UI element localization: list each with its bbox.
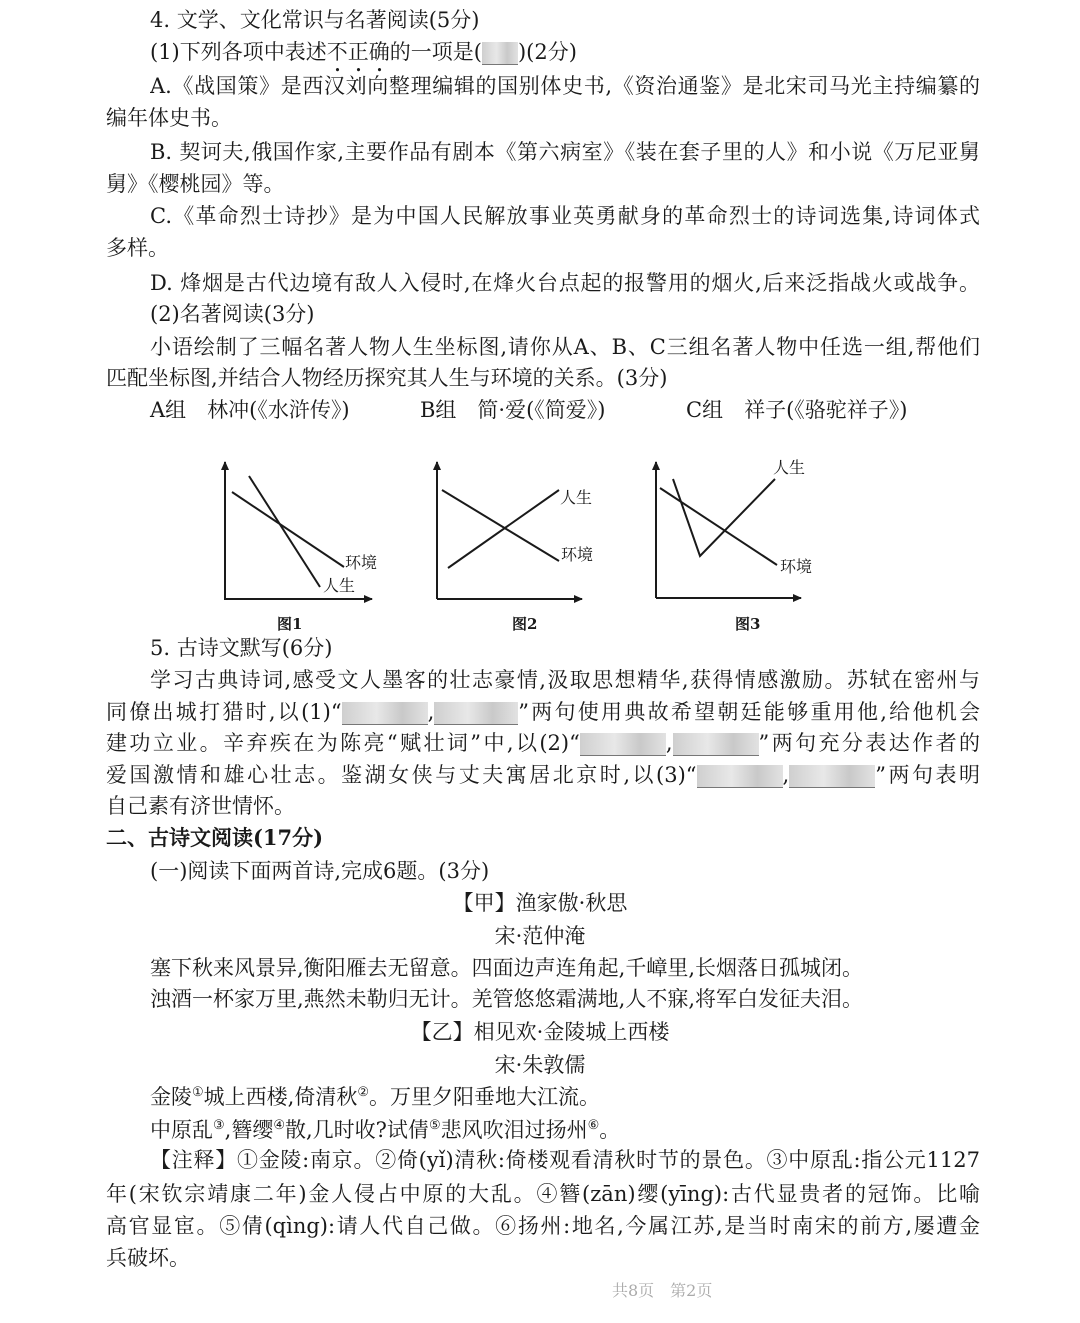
- q4-prompt-line1: 小语绘制了三幅名著人物人生坐标图,请你从A、B、C三组名著人物中任选一组,帮他们: [150, 335, 980, 359]
- q5-line1: 学习古典诗词,感受文人墨客的壮志豪情,汲取思想精华,获得情感激励。苏轼在密州与: [150, 668, 980, 692]
- notes-line2: 年(宋钦宗靖康二年)金人侵占中原的大乱。④簪(zān)缨(yīng):古代显贵者的冠饰。比喻: [106, 1182, 980, 1206]
- q5-comma: ,: [427, 700, 435, 724]
- q5-line4: [106, 761, 980, 789]
- notes-line1: 【注释】①金陵:南京。②倚(yǐ)清秋:倚楼观看清秋时节的景色。③中原乱:指公元1127: [150, 1148, 980, 1172]
- poem2-title: 【乙】相见欢·金陵城上西楼: [410, 1020, 670, 1044]
- group-b: B组 简·爱(《简爱》): [420, 398, 606, 422]
- life-environment-figures: [0, 0, 1080, 660]
- fig2-caption: 图2: [512, 615, 538, 633]
- q5-title: 5. 古诗文默写(6分): [150, 636, 333, 660]
- option-a-line1: A.《战国策》是西汉刘向整理编辑的国别体史书,《资治通鉴》是北宋司马光主持编纂的: [150, 74, 980, 98]
- poem2-author: 宋·朱敦儒: [494, 1053, 586, 1077]
- poem-text: 悲风吹泪过扬州: [440, 1118, 588, 1142]
- note-marker: ④: [273, 1118, 285, 1133]
- group-c: C组 祥子(《骆驼祥子》): [686, 398, 908, 422]
- fig1-env-line: [232, 492, 344, 567]
- fill-blank-1b: [434, 702, 518, 725]
- poem-text: 中原乱: [150, 1118, 213, 1142]
- q5-comma: ,: [665, 731, 673, 755]
- option-d-line1: D. 烽烟是古代边境有敌人入侵时,在烽火台点起的报警用的烟火,后来泛指战火或战争。: [150, 271, 980, 295]
- q5-text: ”两句表明: [875, 763, 980, 787]
- q4-prompt-line2: 匹配坐标图,并结合人物经历探究其人生与环境的关系。(3分): [106, 366, 668, 390]
- q5-text: ”两句使用典故希望朝廷能够重用他,给他机会: [518, 700, 980, 724]
- poem-text: 城上西楼,倚清秋: [203, 1085, 358, 1109]
- q4-sub1-text2: 的一项是(: [389, 40, 482, 64]
- fig1-life-label: 人生: [323, 576, 356, 595]
- fig3-env-line: [660, 488, 777, 565]
- fig1-caption: 图1: [277, 615, 303, 633]
- poem-text: ,簪缨: [224, 1118, 274, 1142]
- q4-sub1-text: (1)下列各项中表述: [150, 40, 327, 64]
- q5-text: 爱国激情和雄心壮志。鉴湖女侠与丈夫寓居北京时,以(3)“: [106, 763, 697, 787]
- poem1-line2: 浊酒一杯家万里,燕然未勒归无计。羌管悠悠霜满地,人不寐,将军白发征夫泪。: [150, 987, 864, 1011]
- option-b-line2: 舅》《樱桃园》等。: [106, 172, 285, 196]
- poem-text: 。万里夕阳垂地大江流。: [369, 1085, 600, 1109]
- fig3-life-line: [673, 479, 775, 556]
- option-a-line2: 编年体史书。: [106, 106, 232, 130]
- note-marker: ⑥: [587, 1118, 600, 1133]
- q4-sub1-score: )(2分): [517, 40, 577, 64]
- option-b-line1: B. 契诃夫,俄国作家,主要作品有剧本《第六病室》《装在套子里的人》和小说《万尼亚舅: [150, 140, 980, 164]
- note-marker: ③: [213, 1118, 225, 1133]
- fill-blank-1a: [342, 702, 428, 725]
- fig2-life-line: [448, 490, 559, 568]
- poem2-line2: [150, 1116, 620, 1144]
- q4-sub2-title: (2)名著阅读(3分): [150, 302, 315, 326]
- poem-text: 。: [599, 1118, 621, 1142]
- q4-title: 4. 文学、文化常识与名著阅读(5分): [150, 8, 480, 32]
- group-a: A组 林冲(《水浒传》): [150, 398, 350, 422]
- note-marker: ②: [357, 1085, 369, 1100]
- note-marker: ①: [192, 1085, 204, 1100]
- fig3-env-label: 环境: [780, 557, 813, 576]
- q5-comma: ,: [782, 763, 790, 787]
- poem2-line1: [150, 1083, 600, 1111]
- fig2-life-label: 人生: [560, 488, 593, 507]
- fig3-caption: 图3: [735, 615, 761, 633]
- q5-line3: [106, 729, 980, 757]
- q5-line5: 自己素有济世情怀。: [106, 794, 295, 818]
- poem1-line1: 塞下秋来风景异,衡阳雁去无留意。四面边声连角起,千嶂里,长烟落日孤城闭。: [150, 956, 864, 980]
- part2-intro: (一)阅读下面两首诗,完成6题。(3分): [150, 859, 490, 883]
- notes-line4: 兵破坏。: [106, 1246, 190, 1270]
- note-marker: ⑤: [428, 1118, 441, 1133]
- fill-blank-3a: [697, 765, 783, 788]
- poem-text: 金陵: [150, 1085, 192, 1109]
- notes-line3: 高官显宦。⑤倩(qìng):请人代自己做。⑥扬州:地名,今属江苏,是当时南宋的前方,屡遭金: [106, 1214, 980, 1238]
- poem1-author: 宋·范仲淹: [494, 924, 586, 948]
- q5-text: ”两句充分表达作者的: [758, 731, 980, 755]
- fill-blank-2a: [580, 733, 666, 756]
- fig1-env-label: 环境: [345, 553, 378, 572]
- q5-text: 建功立业。辛弃疾在为陈亮“赋壮词”中,以(2)“: [106, 731, 580, 755]
- poem-text: 散,几时收?试倩: [285, 1118, 429, 1142]
- q4-sub1-emph: 不正确: [326, 40, 390, 64]
- fig2-env-label: 环境: [561, 545, 594, 564]
- fill-blank-2b: [673, 733, 759, 756]
- fig2-env-line: [442, 490, 559, 561]
- poem1-title: 【甲】渔家傲·秋思: [452, 891, 628, 915]
- option-c-line1: C.《革命烈士诗抄》是为中国人民解放事业英勇献身的革命烈士的诗词选集,诗词体式: [150, 204, 980, 228]
- page-footer: 共8页 第2页: [612, 1281, 713, 1300]
- fill-blank-3b: [789, 765, 875, 788]
- q5-line2: [106, 698, 980, 726]
- fig3-life-label: 人生: [773, 458, 806, 477]
- fig1-life-line: [249, 476, 320, 587]
- q5-text: 同僚出城打猎时,以(1)“: [106, 700, 342, 724]
- option-c-line2: 多样。: [106, 236, 169, 260]
- part2-title: 二、古诗文阅读(17分): [106, 825, 324, 850]
